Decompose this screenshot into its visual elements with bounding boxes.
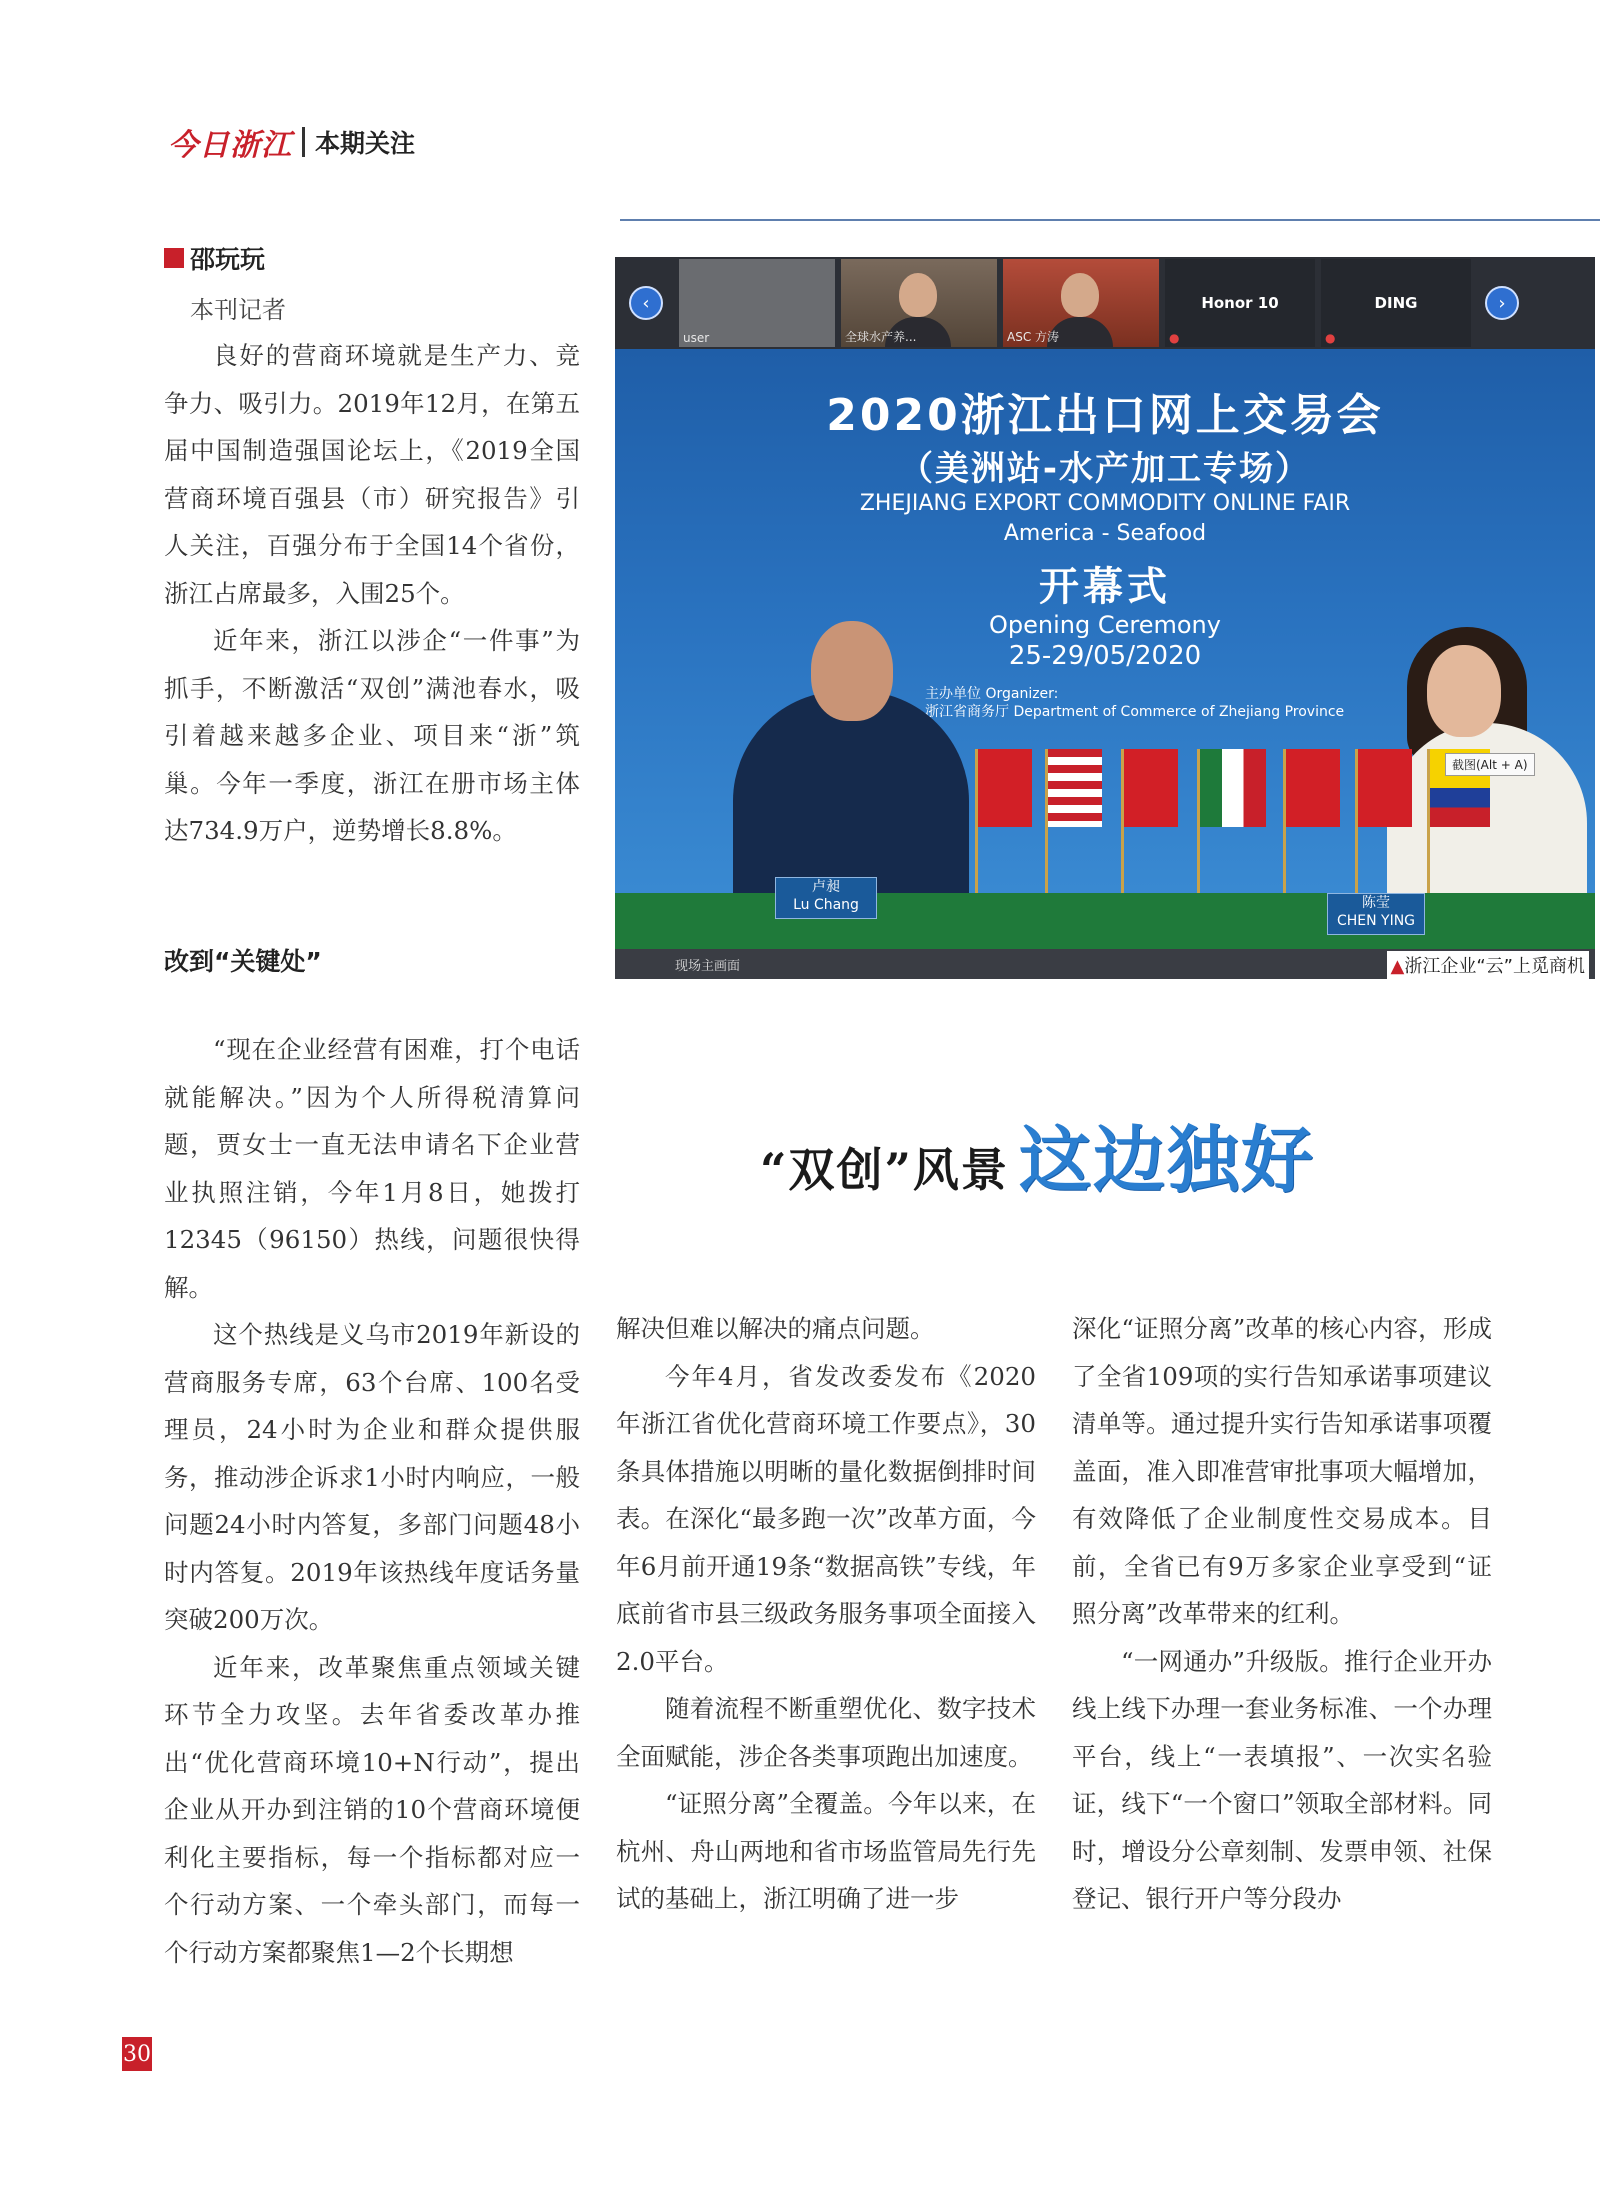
participant-face — [1061, 273, 1099, 317]
headline-part-2: 这边独好 — [1018, 1118, 1315, 1202]
magazine-logo: 今日浙江 — [168, 128, 292, 163]
china-flag-icon — [1358, 749, 1412, 827]
opening-ceremony-en: Opening Ceremony — [989, 611, 1221, 639]
paragraph: “现在企业经营有困难，打个电话就能解决。”因为个人所得税清算问题，贾女士一直无法申请名下企业营业执照注销，今年1月8日，她拨打12345（96150）热线，问题很快得解。 — [164, 1035, 580, 1302]
participant-name: Honor 10 — [1201, 294, 1279, 312]
namecard-name-en: CHEN YING — [1336, 913, 1416, 929]
opening-ceremony: 开幕式 — [1039, 564, 1171, 610]
paragraph: 近年来，改革聚焦重点领域关键环节全力攻坚。去年省委改革办推出“优化营商环境10+N行动”，提出企业从开办到注销的10个营商环境便利化主要指标，每一个指标都对应一个行动方案、一个牵头部门，而每一个行动方案都聚焦1—2个长期想 — [164, 1652, 580, 1967]
triangle-up-icon: ▲ — [1390, 956, 1405, 977]
paragraph: 随着流程不断重塑优化、数字技术全面赋能，涉企各类事项跑出加速度。 — [616, 1694, 1036, 1771]
participant-thumb[interactable] — [841, 259, 997, 347]
author-role: 本刊记者 — [190, 296, 286, 324]
participant-tile[interactable] — [1321, 259, 1471, 347]
mic-muted-icon: ● — [1325, 331, 1336, 345]
paragraph: 深化“证照分离”改革的核心内容，形成了全省109项的实行告知承诺事项建议清单等。通过提升实行告知承诺事项覆盖面，准入即准营审批事项大幅增加，有效降低了企业制度性交易成本。目前，全省已有9万多家企业享受到“证照分离”改革带来的红利。 — [1072, 1314, 1492, 1628]
column-1-top — [164, 332, 580, 855]
china-flag-icon — [978, 749, 1032, 827]
organizer-label: 主办单位 Organizer: — [925, 686, 1059, 702]
speaker-left-body — [733, 691, 969, 901]
event-dates: 25-29/05/2020 — [1008, 641, 1202, 671]
participant-label: user — [683, 331, 710, 345]
header-divider — [302, 127, 305, 157]
participant-label: ASC 方涛 — [1007, 330, 1060, 344]
mexico-flag-icon — [1200, 749, 1266, 827]
participant-label: 全球水产养... — [845, 330, 917, 344]
top-rule — [620, 219, 1600, 221]
event-title-en: ZHEJIANG EXPORT COMMODITY ONLINE FAIR — [859, 491, 1351, 516]
video-call-bar — [615, 257, 1595, 349]
section-name: 本期关注 — [315, 129, 416, 158]
namecard-right — [1327, 893, 1425, 935]
china-flag-icon — [1286, 749, 1340, 827]
page-number: 30 — [122, 2037, 152, 2071]
china-flag-icon — [1124, 749, 1178, 827]
headline-part-1: “双创”风景 — [760, 1143, 1009, 1197]
event-title: 2020浙江出口网上交易会 — [826, 390, 1384, 441]
participant-tile[interactable] — [1165, 259, 1315, 347]
author-line — [164, 240, 286, 276]
chevron-left-icon[interactable]: ‹ — [629, 286, 663, 320]
paragraph: “一网通办”升级版。推行企业开办线上线下办理一套业务标准、一个办理平台，线上“一表填报”、一次实名验证，线下“一个窗口”领取全部材料。同时，增设分公章刻制、发票申领、社保登记、银行开户等分段办 — [1072, 1646, 1492, 1913]
paragraph: “证照分离”全覆盖。今年以来，在杭州、舟山两地和省市场监管局先行先试的基础上，浙江明确了进一步 — [616, 1789, 1036, 1913]
paragraph: 近年来，浙江以涉企“一件事”为抓手，不断激活“双创”满池春水，吸引着越来越多企业、项目来“浙”筑巢。今年一季度，浙江在册市场主体达734.9万户，逆势增长8.8%。 — [164, 626, 580, 845]
organizer-block — [925, 685, 1344, 721]
page-header — [168, 124, 416, 163]
column-3 — [1072, 1305, 1492, 1923]
participant-name: DING — [1374, 294, 1418, 312]
paragraph: 良好的营商环境就是生产力、竞争力、吸引力。2019年12月，在第五届中国制造强国论坛上，《2019全国营商环境百强县（市）研究报告》引人关注，百强分布于全国14个省份，浙江占席最多，入围25个。 — [164, 341, 580, 608]
paragraph: 这个热线是义乌市2019年新设的营商服务专席，63个台席、100名受理员，24小时为企业和群众提供服务，推动涉企诉求1小时内响应，一般问题24小时内答复，多部门问题48小时内答复。2019年该热线年度话务量突破200万次。 — [164, 1320, 580, 1634]
namecard-name-cn: 卢昶 — [812, 879, 840, 895]
namecard-left — [775, 877, 877, 919]
speaker-left-head — [811, 621, 893, 721]
main-view-label: 现场主画面 — [675, 959, 741, 974]
photo-caption — [1387, 951, 1590, 979]
mic-muted-icon: ● — [1169, 331, 1180, 345]
column-2 — [616, 1305, 1036, 1923]
red-square-icon — [164, 248, 184, 268]
participant-thumb[interactable] — [679, 259, 835, 347]
participant-thumb[interactable] — [1003, 259, 1159, 347]
event-subtitle: （美洲站-水产加工专场） — [898, 449, 1312, 489]
paragraph: 解决但难以解决的痛点问题。 — [616, 1314, 935, 1343]
caption-text: 浙江企业“云”上觅商机 — [1404, 956, 1585, 977]
chevron-right-icon[interactable]: › — [1485, 286, 1519, 320]
byline — [164, 240, 286, 325]
namecard-name-cn: 陈莹 — [1362, 895, 1390, 911]
column-1-bottom — [164, 1026, 580, 1976]
screenshot-tooltip: 截图(Alt + A) — [1445, 753, 1535, 776]
participant-face — [899, 273, 937, 317]
article-headline — [760, 1120, 1315, 1200]
subheading: 改到“关键处” — [164, 947, 322, 976]
usa-flag-icon — [1048, 749, 1102, 827]
speaker-right-head — [1427, 645, 1501, 737]
event-subtitle-en: America - Seafood — [1003, 521, 1207, 546]
article-photo — [615, 257, 1595, 979]
paragraph: 今年4月，省发改委发布《2020年浙江省优化营商环境工作要点》，30条具体措施以明晰的量化数据倒排时间表。在深化“最多跑一次”改革方面，今年6月前开通19条“数据高铁”专线，年底前省市县三级政务服务事项全面接入2.0平台。 — [616, 1361, 1036, 1676]
organizer-name: 浙江省商务厅 Department of Commerce of Zhejiang Province — [925, 704, 1345, 720]
author-name: 邵玩玩 — [190, 245, 266, 274]
stage-scene — [615, 349, 1595, 961]
namecard-name-en: Lu Chang — [793, 897, 859, 913]
